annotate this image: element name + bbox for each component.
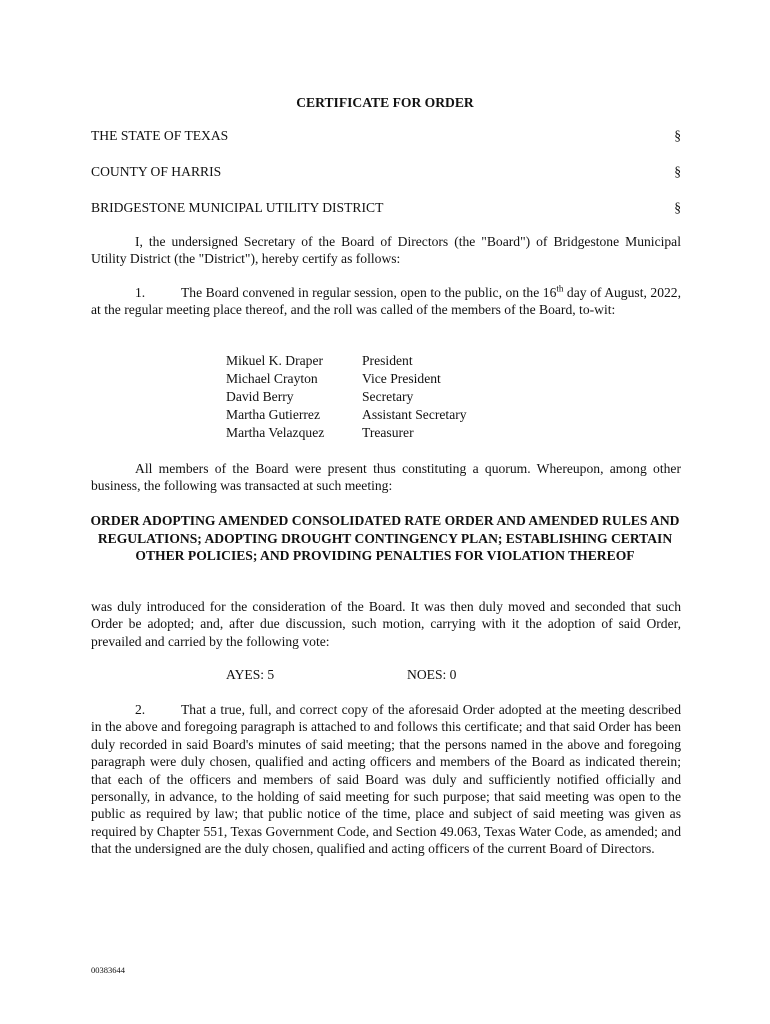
paragraph-1-number: 1. (135, 285, 146, 300)
paragraph-1-text-b: day of August, 2022, at the regular meeting place thereof, and the roll was called of the members of the Board, to-wit: (91, 285, 681, 318)
member-name: Michael Crayton (226, 371, 318, 386)
member-name: David Berry (226, 389, 294, 404)
member-office: Assistant Secretary (362, 407, 467, 422)
caption-district-label: BRIDGESTONE MUNICIPAL UTILITY DISTRICT (91, 200, 384, 215)
caption-county-label: COUNTY OF HARRIS (91, 164, 222, 179)
roster-row (226, 424, 546, 442)
paragraph-1-text-a: The Board convened in regular session, open to the public, on the 16 (181, 285, 557, 300)
member-office: Secretary (362, 389, 414, 404)
quorum-text: All members of the Board were present thus constituting a quorum. Whereupon, among other business, the following was transacted at such meeting: (91, 461, 681, 494)
paragraph-2-text: That a true, full, and correct copy of the aforesaid Order adopted at the meeting described in the above and foregoing paragraph is attached to and follows this certificate; and that said Order has been duly recorded in said Board's minutes of said meeting; that the persons named in the above and foregoing paragraph were duly chosen, qualified and acting officers and members of the Board as indicated therein; that each of the officers and members of said Board was duly and sufficiently notified officially and personally, in advance, to the holding of said meeting for such purpose; that said meeting was open to the public as required by law; that public notice of the time, place and subject of said meeting was given as required by Chapter 551, Texas Government Code, and Section 49.063, Texas Water Code, as amended; and that the undersigned are the duly chosen, qualified and acting officers of the current Board of Directors. (91, 702, 681, 857)
member-name: Martha Velazquez (226, 425, 325, 440)
section-symbol: § (674, 164, 681, 179)
quorum-paragraph (91, 460, 681, 495)
board-roster (226, 352, 546, 442)
roster-row (226, 352, 546, 370)
section-symbol: § (674, 128, 681, 143)
section-symbol: § (674, 200, 681, 215)
intro-paragraph (91, 233, 681, 268)
roster-row (226, 406, 546, 424)
member-name: Mikuel K. Draper (226, 353, 324, 368)
document-title: CERTIFICATE FOR ORDER (296, 95, 474, 110)
member-office: Treasurer (362, 425, 414, 440)
intro-text: I, the undersigned Secretary of the Board of Directors (the "Board") of Bridgestone Municipal Utility District (the "District"), hereby certify as follows: (91, 234, 681, 267)
paragraph-1 (91, 284, 681, 319)
caption-state-label: THE STATE OF TEXAS (91, 128, 229, 143)
motion-paragraph (91, 598, 681, 650)
motion-text: was duly introduced for the consideration of the Board. It was then duly moved and seconded that such Order be adopted; and, after due discussion, such motion, carrying with it the adoption of said Order, prevailed and carried by the following vote: (91, 599, 681, 649)
ayes-count: AYES: 5 (226, 667, 275, 682)
roster-row (226, 388, 546, 406)
order-title: ORDER ADOPTING AMENDED CONSOLIDATED RATE ORDER AND AMENDED RULES AND REGULATIONS; ADOPTING DROUGHT CONTINGENCY PLAN; ESTABLISHING CERTAIN OTHER POLICIES; AND PROVIDING PENALTIES FOR VIOLATION THEREOF (90, 513, 680, 563)
noes-count: NOES: 0 (407, 667, 457, 682)
paragraph-2-number: 2. (135, 702, 146, 717)
member-office: President (362, 353, 413, 368)
paragraph-2 (91, 701, 681, 858)
member-office: Vice President (362, 371, 441, 386)
member-name: Martha Gutierrez (226, 407, 320, 422)
roster-row (226, 370, 546, 388)
document-code: 00383644 (91, 965, 125, 975)
ordinal-suffix: th (556, 283, 564, 294)
